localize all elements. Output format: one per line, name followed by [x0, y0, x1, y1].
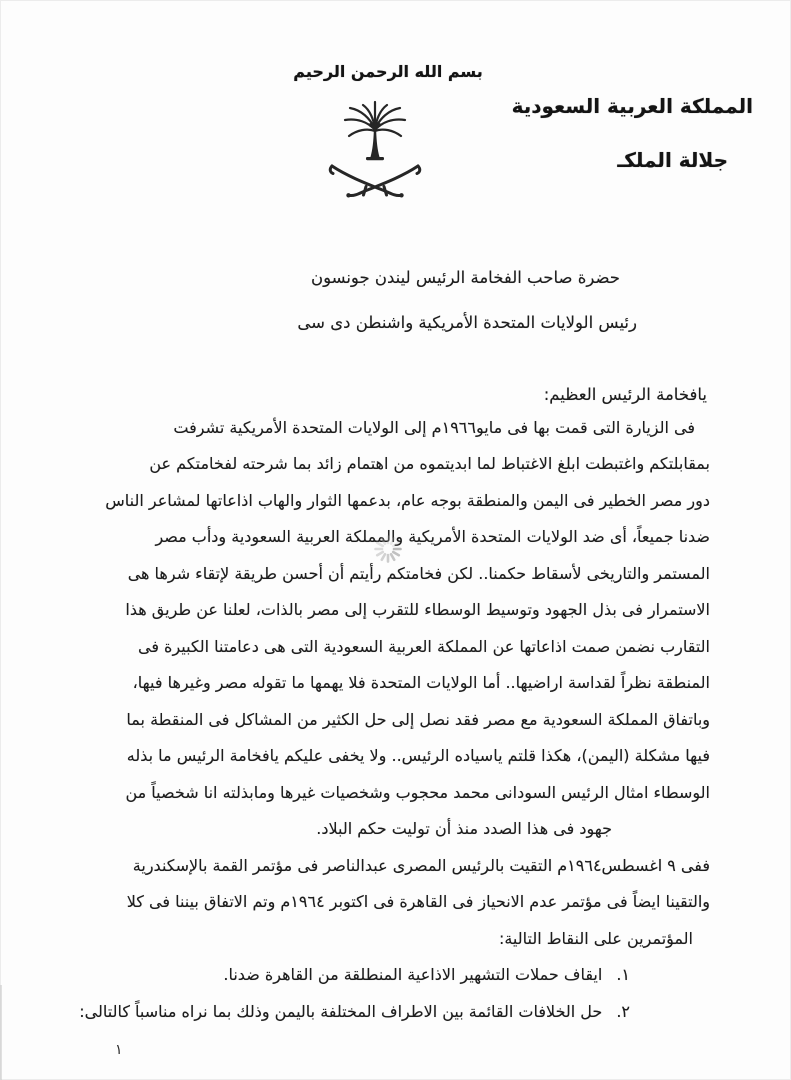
- list-item-text: حل الخلافات القائمة بين الاطراف المختلفة باليمن وذلك بما نراه مناسباً كالتالى:: [79, 1002, 603, 1021]
- body-line: وباتفاق المملكة السعودية مع مصر فقد نصل إلى حل الكثير من المشاكل فى المنقطة بما: [126, 710, 710, 729]
- kingdom-title: المملكة العربية السعودية: [511, 94, 753, 118]
- recipient-name-line: حضرة صاحب الفخامة الرئيس ليندن جونسون: [310, 268, 620, 287]
- body-line: الاستمرار فى بذل الجهود وتوسيط الوسطاء للتقرب إلى مصر بالذات، لعلنا عن طريق هذا: [125, 600, 710, 619]
- list-item: [223, 963, 630, 987]
- body-line: الوسطاء امثال الرئيس السودانى محمد محجوب وشخصيات غيرها ومابذلته انا شخصياً من: [125, 783, 710, 802]
- bismillah-text: بسم الله الرحمن الرحيم: [293, 62, 483, 81]
- body-line: جهود فى هذا الصدد منذ أن توليت حكم البلاد.: [316, 819, 612, 838]
- loading-spinner-icon: [372, 533, 404, 565]
- list-item-number: ٢.: [616, 1002, 630, 1021]
- body-line: فى الزيارة التى قمت بها فى مايو١٩٦٦م إلى الولايات المتحدة الأمريكية تشرفت: [173, 418, 695, 437]
- list-item-text: ايقاف حملات التشهير الاذاعية المنطلقة من القاهرة ضدنا.: [223, 965, 603, 984]
- list-item: [79, 1000, 630, 1024]
- body-line: ضدنا جميعاً، أى ضد الولايات المتحدة الأمريكية والمملكة العربية السعودية ودأب مصر: [155, 527, 710, 546]
- body-line: ففى ٩ اغسطس١٩٦٤م التقيت بالرئيس المصرى عبدالناصر فى مؤتمر القمة بالإسكندرية: [132, 856, 710, 875]
- body-line: فيها مشكلة (اليمن)، هكذا قلتم ياسياده الرئيس.. ولا يخفى عليكم يافخامة الرئيس ما بذله: [126, 746, 710, 765]
- page-number: ١: [115, 1042, 123, 1058]
- body-line: دور مصر الخطير فى اليمن والمنطقة بوجه عام، بدعمها الثوار والهاب اذاعاتها لمشاعر الناس: [105, 491, 710, 510]
- body-line: بمقابلتكم واغتبطت ابلغ الاغتباط لما ابديتموه من اهتمام زائد بما شرحته لفخامتكم عن: [149, 454, 710, 473]
- majesty-title: جلالة الملكـ: [617, 148, 728, 172]
- body-line: المستمر والتاريخى لأسقاط حكمنا.. لكن فخامتكم رأيتم أن أحسن طريقة لإتقاء شرها هى: [127, 564, 710, 583]
- body-line: المنطقة نظراً لقداسة اراضيها.. أما الولايات المتحدة فلا يهمها ما تقوله مصر وغيرها فيها،: [132, 673, 710, 692]
- body-line: المؤتمرين على النقاط التالية:: [498, 929, 693, 948]
- salutation-line: يافخامة الرئيس العظيم:: [543, 385, 707, 404]
- recipient-title-line: رئيس الولايات المتحدة الأمريكية واشنطن دى سى: [297, 313, 637, 332]
- scan-edge-artifact: [0, 985, 2, 1080]
- saudi-emblem-icon: [325, 98, 425, 210]
- body-line: والتقينا ايضاً فى مؤتمر عدم الانحياز فى القاهرة فى اكتوبر ١٩٦٤م وتم الاتفاق بيننا فى كلا: [126, 892, 710, 911]
- list-item-number: ١.: [616, 965, 630, 984]
- body-line: التقارب نضمن صمت اذاعاتها عن المملكة العربية السعودية التى هى دعامتنا الكبيرة فى: [137, 637, 710, 656]
